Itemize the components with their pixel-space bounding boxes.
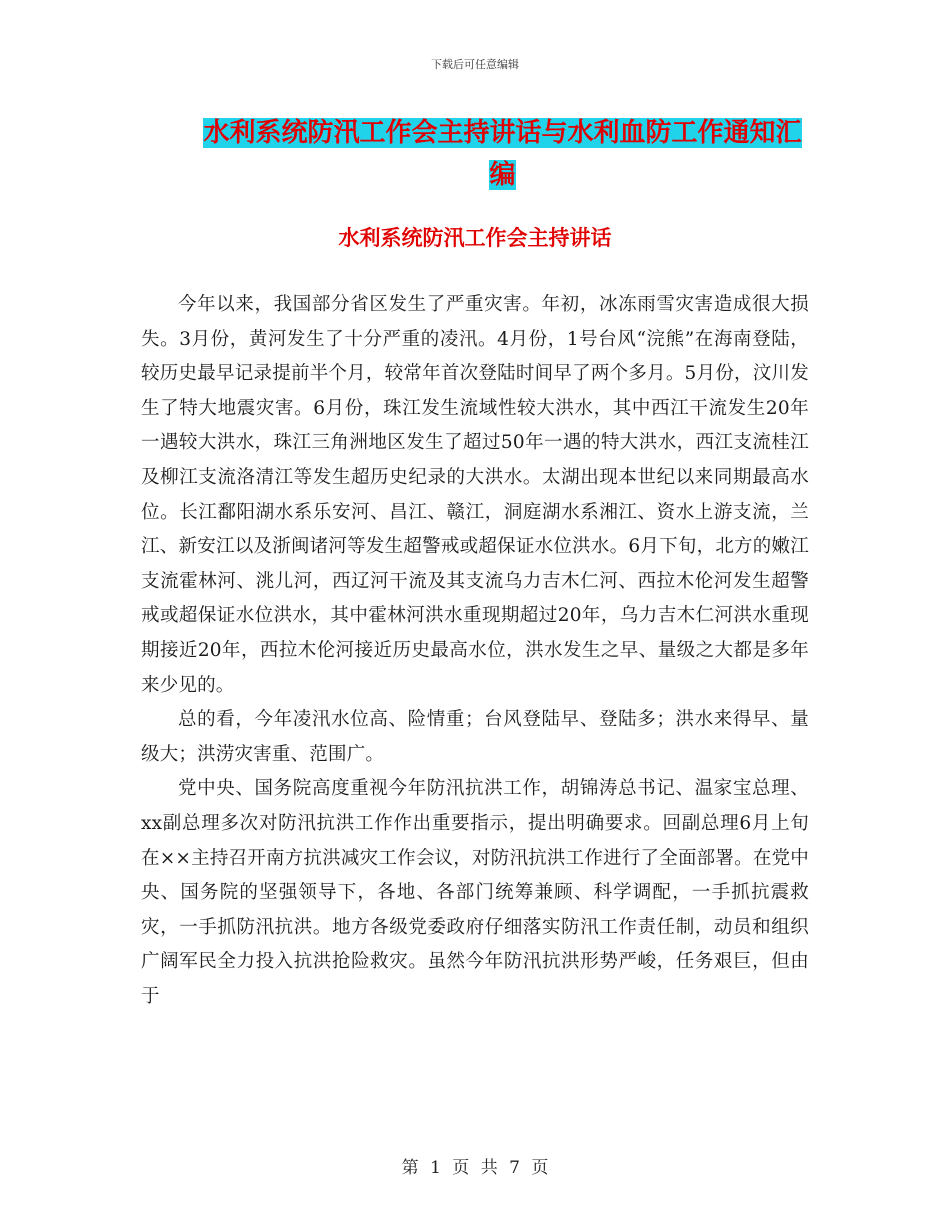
section-title: 水利系统防汛工作会主持讲话 bbox=[338, 226, 612, 250]
body-text bbox=[141, 288, 809, 1014]
page-number: 第 1 页 共 7 页 bbox=[401, 1158, 549, 1178]
paragraph: 今年以来，我国部分省区发生了严重灾害。年初，冰冻雨雪灾害造成很大损失。3月份，黄河发生了十分严重的凌汛。4月份，1号台风“浣熊”在海南登陆，较历史最早记录提前半个月，较常年首次登陆时间早了两个多月。5月份，汶川发生了特大地震灾害。6月份，珠江发生流域性较大洪水，其中西江干流发生20年一遇较大洪水，珠江三角洲地区发生了超过50年一遇的特大洪水，西江支流桂江及柳江支流洛清江等发生超历史纪录的大洪水。太湖出现本世纪以来同期最高水位。长江鄱阳湖水系乐安河、昌江、赣江，洞庭湖水系湘江、资水上游支流，兰江、新安江以及浙闽诸河等发生超警戒或超保证水位洪水。6月下旬，北方的嫩江支流霍林河、洮儿河，西辽河干流及其支流乌力吉木仁河、西拉木伦河发生超警戒或超保证水位洪水，其中霍林河洪水重现期超过20年，乌力吉木仁河洪水重现期接近20年，西拉木伦河接近历史最高水位，洪水发生之早、量级之大都是多年来少见的。 bbox=[141, 294, 809, 696]
document-title bbox=[190, 112, 815, 196]
document-title-line-1: 水利系统防汛工作会主持讲话与水利血防工作通知汇 bbox=[203, 118, 802, 148]
header-note: 下载后可任意编辑 bbox=[431, 58, 519, 71]
paragraph: 党中央、国务院高度重视今年防汛抗洪工作，胡锦涛总书记、温家宝总理、xx副总理多次对防汛抗洪工作作出重要指示，提出明确要求。回副总理6月上旬在××主持召开南方抗洪减灾工作会议，对防汛抗洪工作进行了全面部署。在党中央、国务院的坚强领导下，各地、各部门统筹兼顾、科学调配，一手抓抗震救灾，一手抓防汛抗洪。地方各级党委政府仔细落实防汛工作责任制，动员和组织广阔军民全力投入抗洪抢险救灾。虽然今年防汛抗洪形势严峻，任务艰巨，但由于 bbox=[141, 778, 809, 1007]
paragraph: 总的看，今年凌汛水位高、险情重；台风登陆早、登陆多；洪水来得早、量级大；洪涝灾害重、范围广。 bbox=[141, 709, 809, 765]
document-title-line-2: 编 bbox=[489, 160, 516, 190]
